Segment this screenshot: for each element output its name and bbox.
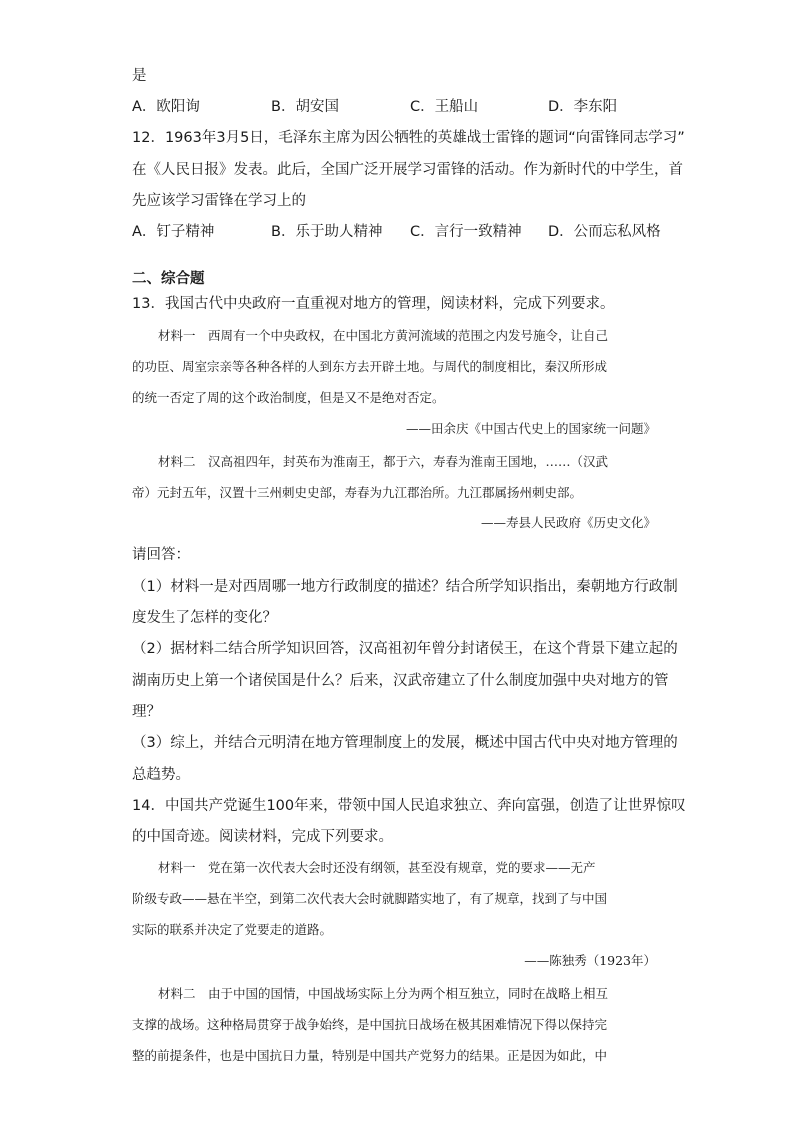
q11-option-a[interactable]: A．欧阳询 [132,99,200,115]
q13-material2-line-2: 帝）元封五年，汉置十三州刺史史部，寿春为九江郡治所。九江郡属扬州刺史部。 [132,485,583,500]
q13-sub1-line-1: （1）材料一是对西周哪一地方行政制度的描述？结合所学知识指出，秦朝地方行政制 [132,579,678,595]
q12-line-3: 先应该学习雷锋在学习上的 [132,193,306,209]
q14-source-1: ——陈独秀（1923年） [524,953,656,968]
q14-material1-line-3: 实际的联系并决定了党要走的道路。 [132,922,333,937]
q12-option-b[interactable]: B．乐于助人精神 [271,224,383,240]
q13-source-2: ——寿县人民政府《历史文化》 [480,515,656,530]
q14-material2-line-3: 整的前提条件，也是中国抗日力量，特别是中国共产党努力的结果。正是因为如此，中 [132,1048,608,1063]
q13-material1-line-3: 的统一否定了周的这个政治制度，但是又不是绝对否定。 [132,390,445,405]
q11-option-b[interactable]: B．胡安国 [271,99,339,115]
q13-source-1: ——田余庆《中国古代史上的国家统一问题》 [405,421,656,436]
q13-sub2-line-2: 湖南历史上第一个诸侯国是什么？后来，汉武帝建立了什么制度加强中央对地方的管 [132,673,669,689]
q12-option-a[interactable]: A．钉子精神 [132,224,215,240]
q13-sub2-line-3: 理？ [132,704,161,720]
section-heading: 二、综合题 [132,271,205,287]
q11-stem-tail: 是 [132,68,147,84]
q13-sub3-line-2: 总趋势。 [132,767,190,783]
q12-line-2: 在《人民日报》发表。此后，全国广泛开展学习雷锋的活动。作为新时代的中学生，首 [132,162,683,178]
q14-material1-line-2: 阶级专政——悬在半空，到第二次代表大会时就脚踏实地了，有了规章，找到了与中国 [132,891,608,906]
q11-options [132,97,692,117]
q14-material2-line-2: 支撑的战场。这种格局贯穿于战争始终，是中国抗日战场在极其困难情况下得以保持完 [132,1017,608,1032]
q13-material2-line-1: 材料二 汉高祖四年，封英布为淮南王，都于六，寿春为淮南王国地，……（汉武 [158,454,609,469]
q13-prompt: 请回答： [132,547,190,563]
q13-sub1-line-2: 度发生了怎样的变化？ [132,610,277,626]
q13-material1-line-2: 的功臣、周室宗亲等各种各样的人到东方去开辟土地。与周代的制度相比，秦汉所形成 [132,359,608,374]
q14-stem-line-1: 14．中国共产党诞生100年来，带领中国人民追求独立、奔向富强，创造了让世界惊叹 [132,798,686,814]
q13-stem: 13．我国古代中央政府一直重视对地方的管理，阅读材料，完成下列要求。 [132,296,615,312]
q12-options [132,222,692,242]
q12-option-d[interactable]: D．公而忘私风格 [548,224,661,240]
q13-sub2-line-1: （2）据材料二结合所学知识回答，汉高祖初年曾分封诸侯王，在这个背景下建立起的 [132,641,678,657]
q14-material1-line-1: 材料一 党在第一次代表大会时还没有纲领，甚至没有规章，党的要求——无产 [158,860,596,875]
q12-line-1: 12．1963年3月5日，毛泽东主席为因公牺牲的英雄战士雷锋的题词“向雷锋同志学习” [132,130,685,146]
q13-material1-line-1: 材料一 西周有一个中央政权，在中国北方黄河流域的范围之内发号施令，让自己 [158,328,609,343]
q14-material2-line-1: 材料二 由于中国的国情，中国战场实际上分为两个相互独立，同时在战略上相互 [158,986,609,1001]
q12-option-c[interactable]: C．言行一致精神 [410,224,522,240]
q13-sub3-line-1: （3）综上，并结合元明清在地方管理制度上的发展，概述中国古代中央对地方管理的 [132,735,678,751]
q14-stem-line-2: 的中国奇迹。阅读材料，完成下列要求。 [132,829,393,845]
q11-option-c[interactable]: C．王船山 [410,99,479,115]
q11-option-d[interactable]: D．李东阳 [548,99,618,115]
